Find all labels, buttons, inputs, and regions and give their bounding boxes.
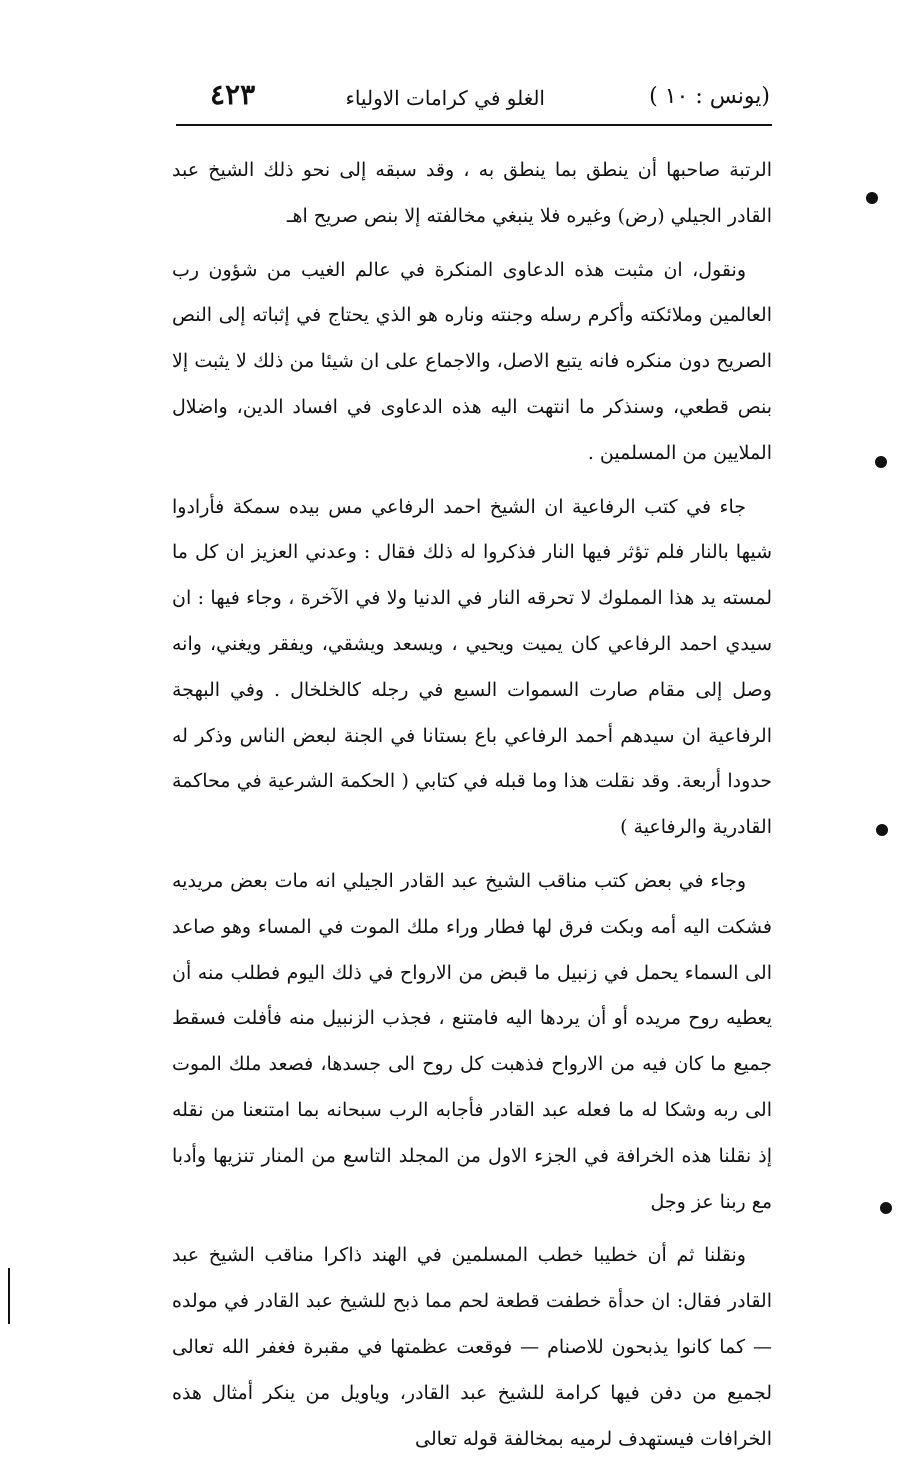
paragraph: ونقول، ان مثبت هذه الدعاوى المنكرة في عالم الغيب من شؤون رب العالمين وملائكته وأكرم رسله وجنته وناره هو الذي يحتاج في إثباته إلى النص الصريح دون منكره فانه يتبع الاصل، والاجماع على ان شيئا من ذلك لا يثبت إلا بنص قطعي، وسنذكر ما انتهت اليه هذه الدعاوى في افساد الدين، واضلال الملايين من المسلمين . xyxy=(172,258,772,464)
binding-hole-mark xyxy=(875,456,887,468)
page-number: ٤٢٣ xyxy=(210,78,256,111)
paragraph: الرتبة صاحبها أن ينطق بما ينطق به ، وقد سبقه إلى نحو ذلك الشيخ عبد القادر الجيلي (رض) وغيره فلا ينبغي مخالفته إلا بنص صريح اهـ xyxy=(172,159,772,227)
body-text xyxy=(172,148,772,1470)
paragraph: ونقلنا ثم أن خطيبا خطب المسلمين في الهند ذاكرا مناقب الشيخ عبد القادر فقال: ان حدأة خطفت قطعة لحم مما ذبح للشيخ عبد القادر في مولده — كما كانوا يذبحون للاصنام — فوقعت عظمتها في مقبرة فغفر الله تعالى لجميع من دفن فيها كرامة للشيخ عبد القادر، وياويل من ينكر أمثال هذه الخرافات فيستهدف لرميه بمخالفة قوله تعالى xyxy=(172,1244,772,1450)
running-header xyxy=(170,78,770,122)
binding-hole-mark xyxy=(876,824,888,836)
paragraph: وجاء في بعض كتب مناقب الشيخ عبد القادر الجيلي انه مات بعض مريديه فشكت اليه أمه وبكت فرق لها فطار وراء ملك الموت في المساء وهو صاعد الى السماء يحمل في زنبيل ما قبض من الارواح في ذلك اليوم فطلب منه أن يعطيه روح مريده أو أن يردها اليه فامتنع ، فجذب الزنبيل منه فأفلت فسقط جميع ما كان فيه من الارواح فذهبت كل روح الى جسدها، فصعد ملك الموت الى ربه وشكا له ما فعله عبد القادر فأجابه الرب سبحانه بما امتنعنا من نقله إذ نقلنا هذه الخرافة في الجزء الاول من المجلد التاسع من المنار تنزيها وأدبا مع ربنا عز وجل xyxy=(172,869,772,1213)
paragraph: جاء في كتب الرفاعية ان الشيخ احمد الرفاعي مس بيده سمكة فأرادوا شيها بالنار فلم تؤثر فيها النار فذكروا له ذلك فقال : وعدني العزيز ان كل ما لمسته يد هذا المملوك لا تحرقه النار في الدنيا ولا في الآخرة ، وجاء فيها : ان سيدي احمد الرفاعي كان يميت ويحيي ، ويسعد ويشقي، ويفقر ويغني، وانه وصل إلى مقام صارت السموات السبع في رجله كالخلخال . وفي البهجة الرفاعية ان سيدهم أحمد الرفاعي باع بستانا في الجنة لبعض الناس وذكر له حدودا أربعة. وقد نقلت هذا وما قبله في كتابي ( الحكمة الشرعية في محاكمة القادرية والرفاعية ) xyxy=(172,495,772,839)
binding-hole-mark xyxy=(866,192,878,204)
scan-edge-line xyxy=(8,1268,10,1324)
header-rule xyxy=(176,124,772,126)
header-title: الغلو في كرامات الاولياء xyxy=(345,86,545,110)
header-reference: (يونس : ١٠ ) xyxy=(649,84,770,109)
binding-hole-mark xyxy=(880,1202,892,1214)
